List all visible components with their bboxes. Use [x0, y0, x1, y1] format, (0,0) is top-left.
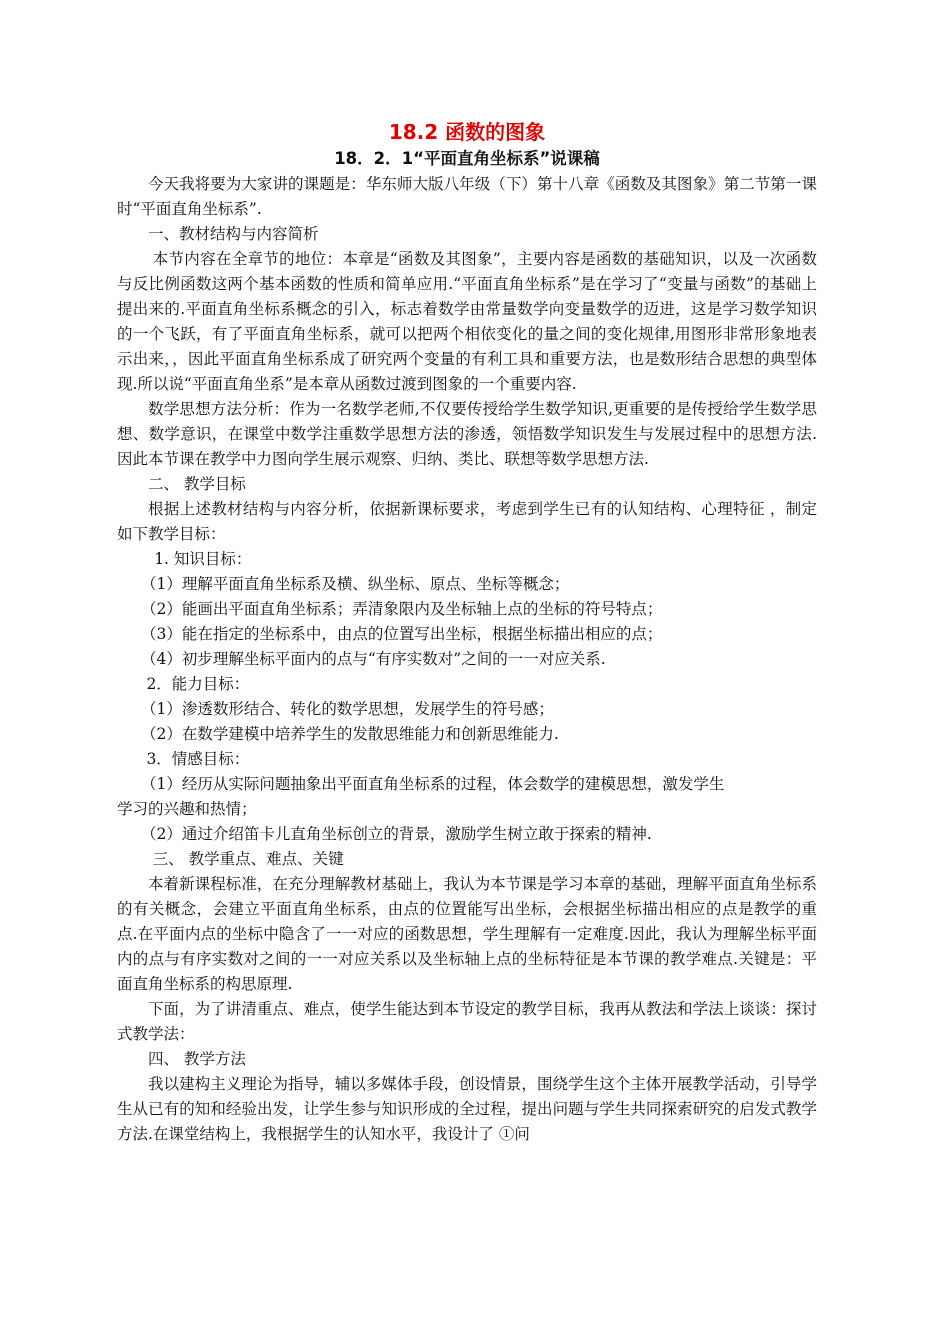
knowledge-goals-heading: 1. 知识目标：	[154, 550, 252, 568]
section3-paragraph-1: 本着新课程标准，在充分理解教材基础上，我认为本节课是学习本章的基础，理解平面直角坐标系的有关概念，会建立平面直角坐标系，由点的位置能写出坐标，会根据坐标描出相应的点是教学的重点.在平面内点的坐标中隐含了一一对应的函数思想，学生理解有一定难度.因此，我认为理解坐标平面内的点与有序实数对之间的一一对应关系以及坐标轴上点的坐标特征是本节课的教学难点.关键是：平面直角坐标系的构思原理.	[117, 875, 817, 993]
knowledge-goal-item: （1）理解平面直角坐标系及横、纵坐标、原点、坐标等概念；	[141, 575, 570, 593]
section-heading-2: 二、 教学目标	[148, 475, 246, 493]
emotion-goal-item: （2）通过介绍笛卡儿直角坐标创立的背景，激励学生树立敢于探索的精神.	[141, 825, 652, 843]
section4-paragraph-1: 我以建构主义理论为指导，辅以多媒体手段，创设情景，围绕学生这个主体开展教学活动，引导学生从已有的知和经验出发，让学生参与知识形成的全过程，提出问题与学生共同探索研究的启发式教学方法.在课堂结构上，我根据学生的认知水平，我设计了 ①问	[117, 1075, 817, 1143]
emotion-goal-item: （1）经历从实际问题抽象出平面直角坐标系的过程，体会数学的建模思想，激发学生	[141, 775, 725, 793]
section2-intro: 根据上述教材结构与内容分析，依据新课标要求，考虑到学生已有的认知结构、心理特征 ，制定如下教学目标：	[117, 500, 817, 543]
document-title: 18.2 函数的图象	[388, 120, 546, 144]
section-heading-4: 四、 教学方法	[148, 1050, 246, 1068]
knowledge-goal-item: （2）能画出平面直角坐标系；弄清象限内及坐标轴上点的坐标的符号特点；	[141, 600, 663, 618]
section-heading-3: 三、 教学重点、难点、关键	[152, 850, 344, 868]
document-page	[117, 118, 817, 1147]
ability-goal-item: （1）渗透数形结合、转化的数学思想，发展学生的符号感；	[141, 700, 554, 718]
section-heading-1: 一、教材结构与内容简析	[148, 225, 319, 243]
intro-paragraph: 今天我将要为大家讲的课题是：华东师大版八年级（下）第十八章《函数及其图象》第二节第一课时“平面直角坐标系”.	[117, 175, 817, 218]
section1-paragraph-1: 本节内容在全章节的地位：本章是“函数及其图象”，主要内容是函数的基础知识，以及一次函数与反比例函数这两个基本函数的性质和简单应用.“平面直角坐标系”是在学习了“变量与函数”的基础上提出来的.平面直角坐标系概念的引入，标志着数学由常量数学向变量数学的迈进，这是学习数学知识的一个飞跃，有了平面直角坐标系，就可以把两个相依变化的量之间的变化规律,用图形非常形象地表示出来，，因此平面直角坐标系成了研究两个变量的有利工具和重要方法，也是数形结合思想的典型体现.所以说“平面直角坐系”是本章从函数过渡到图象的一个重要内容.	[117, 250, 817, 393]
knowledge-goal-item: （3）能在指定的坐标系中，由点的位置写出坐标，根据坐标描出相应的点；	[141, 625, 663, 643]
emotion-goals-heading: 3．情感目标：	[146, 750, 250, 768]
ability-goals-heading: 2．能力目标：	[146, 675, 250, 693]
emotion-goal-item-continuation: 学习的兴趣和热情；	[117, 800, 257, 818]
knowledge-goal-item: （4）初步理解坐标平面内的点与“有序实数对”之间的一一对应关系.	[141, 650, 606, 668]
section3-paragraph-2: 下面，为了讲清重点、难点，使学生能达到本节设定的教学目标，我再从教法和学法上谈谈：探讨式教学法：	[117, 1000, 817, 1043]
section1-paragraph-2: 数学思想方法分析：作为一名数学老师,不仅要传授给学生数学知识,更重要的是传授给学生数学思想、数学意识，在课堂中数学注重数学思想方法的渗透，领悟数学知识发生与发展过程中的思想方法.因此本节课在教学中力图向学生展示观察、归纳、类比、联想等数学思想方法.	[117, 400, 817, 468]
ability-goal-item: （2）在数学建模中培养学生的发散思维能力和创新思维能力.	[141, 725, 559, 743]
document-subtitle: 18．2．1“平面直角坐标系”说课稿	[334, 149, 600, 168]
